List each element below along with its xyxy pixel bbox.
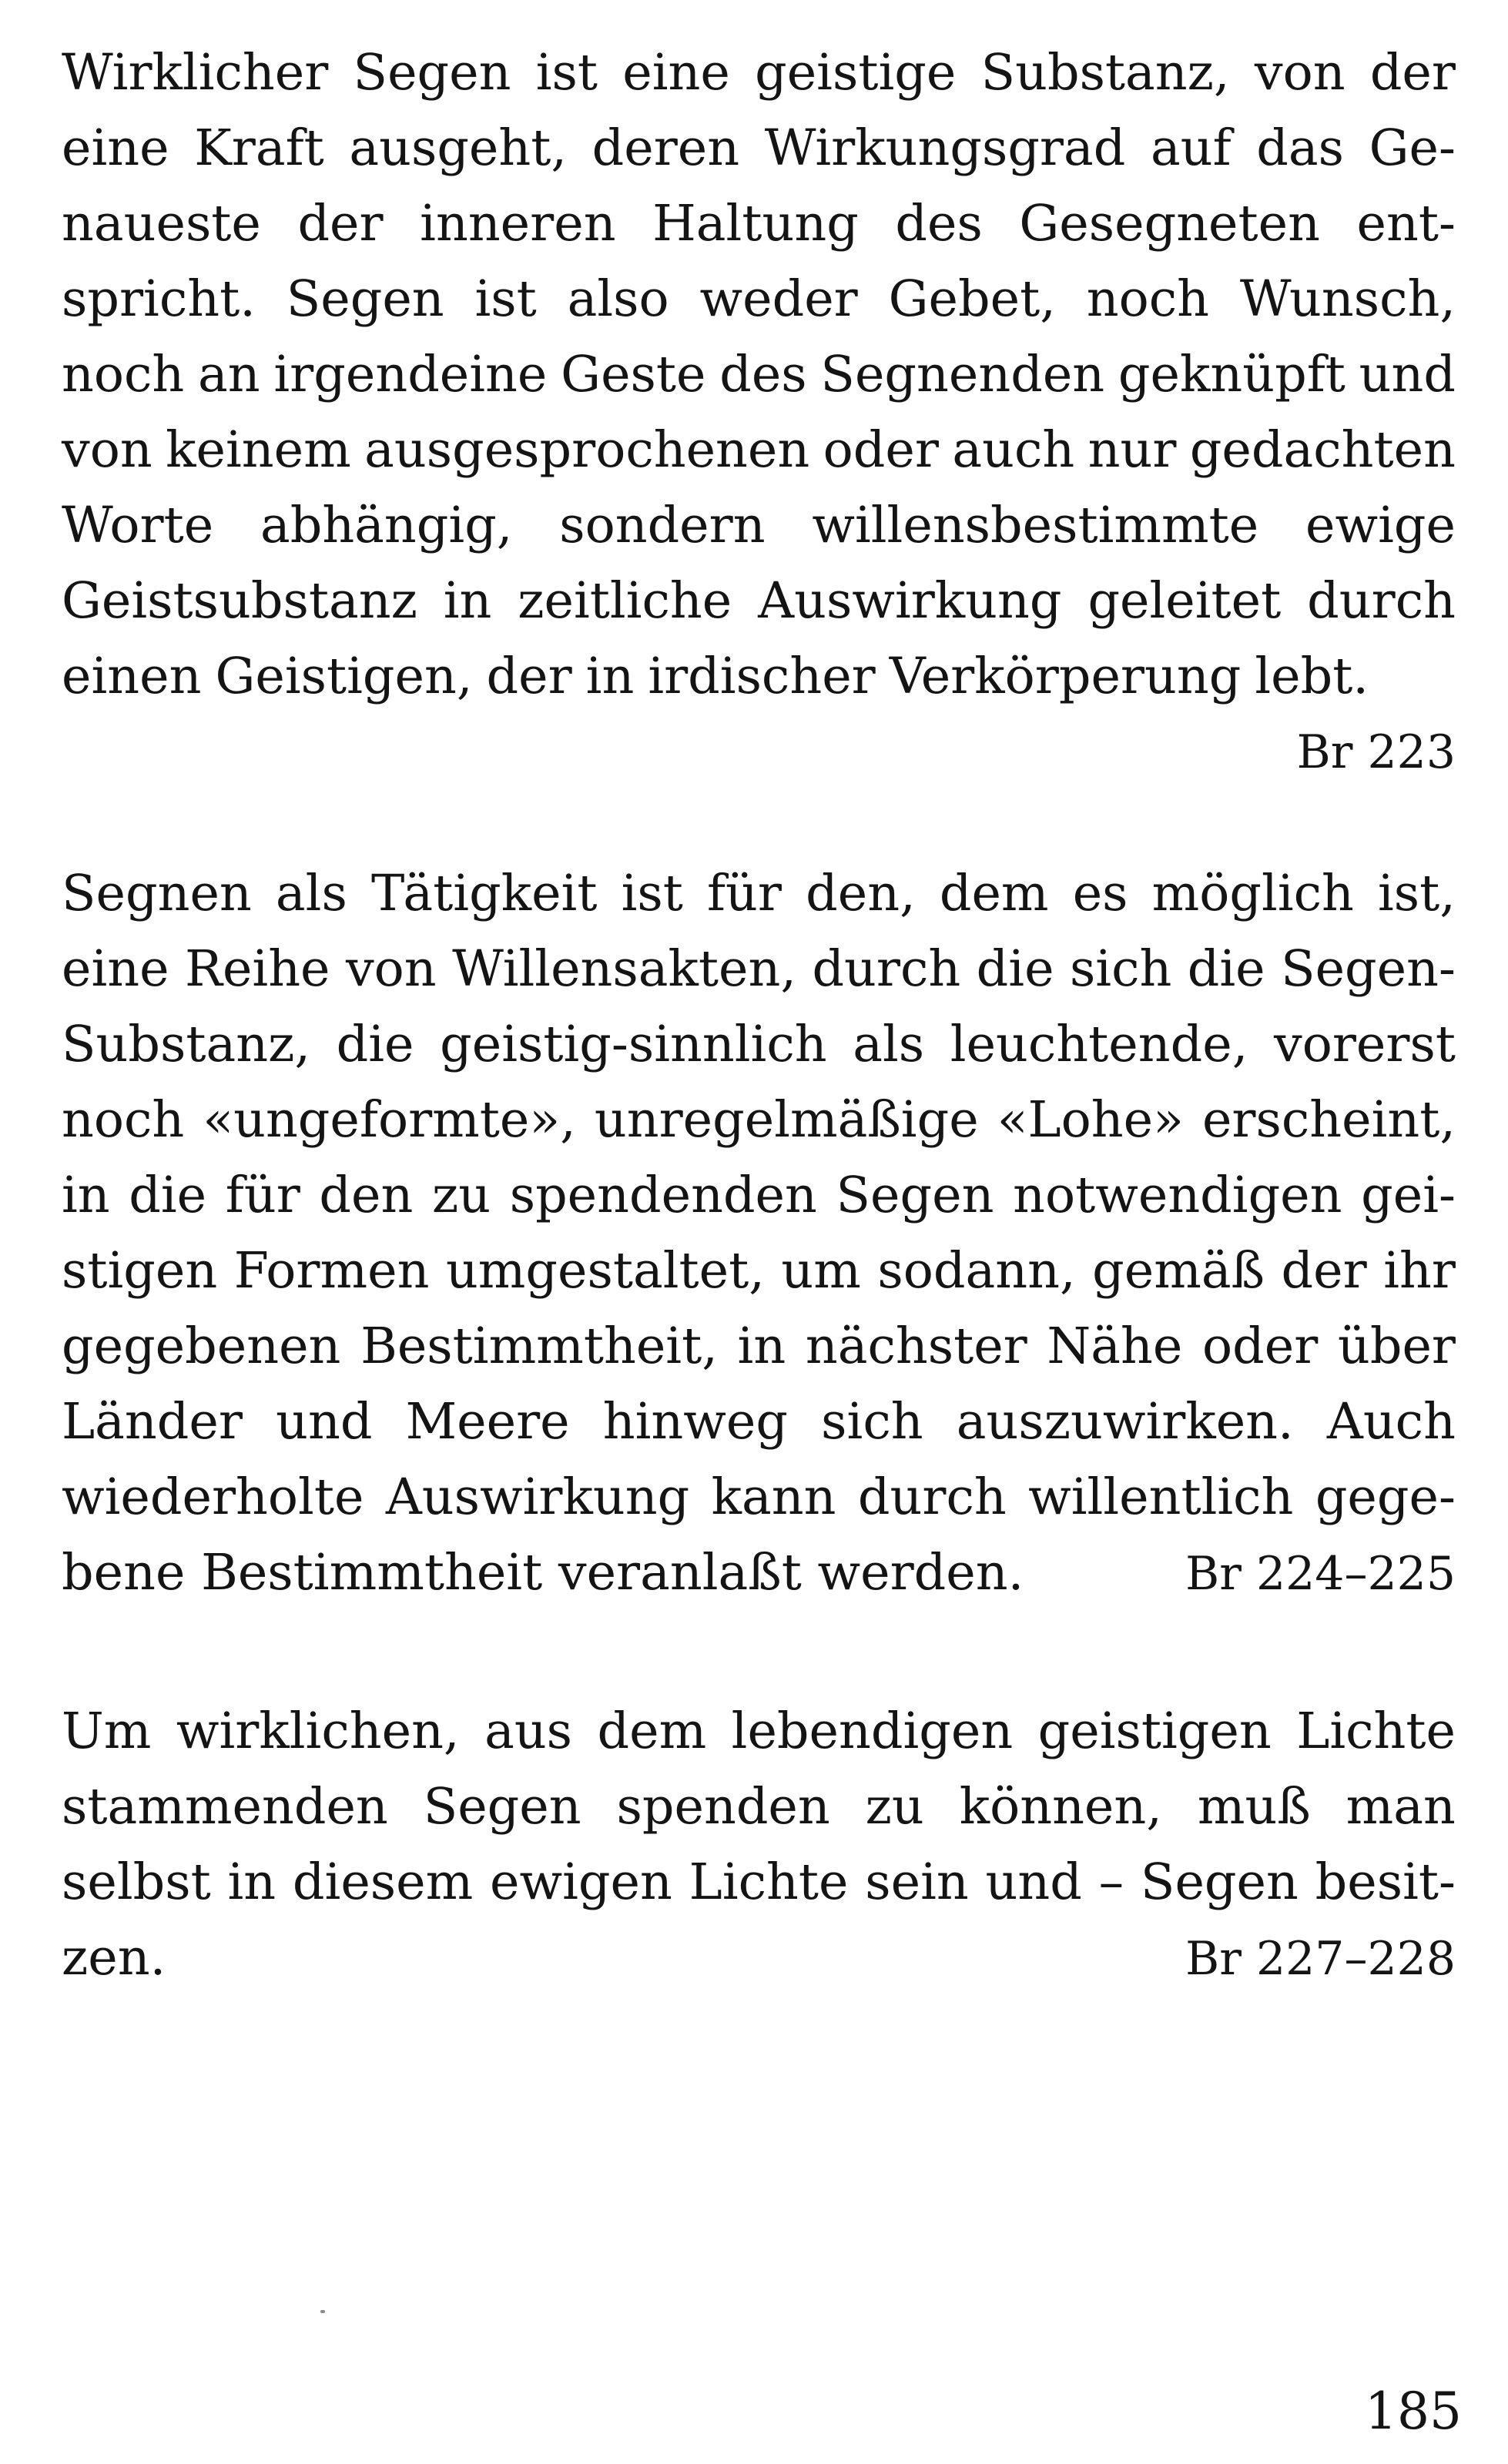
paragraph-2-last-line: bene Bestimmtheit veranlaßt werden. — [62, 1544, 1024, 1602]
paragraph-1-line-9: einen Geistigen, der in irdischer Verkörperung lebt. — [62, 648, 1369, 705]
paragraph-2-line-3: Substanz, die geistig-sinnlich als leuchtende, vorerst — [62, 1016, 1456, 1073]
paragraph-2-line-7: gegebenen Bestimmtheit, in nächster Nähe oder über — [62, 1317, 1456, 1375]
paragraph-2-line-6: stigen Formen umgestaltet, um sodann, gemäß der ihr — [62, 1242, 1456, 1300]
paragraph-2 — [62, 856, 1456, 1611]
paragraph-3-line-2: stammenden Segen spenden zu können, muß man — [62, 1778, 1456, 1836]
paragraph-3-last-line: zen. — [62, 1929, 166, 1987]
paragraph-1 — [62, 35, 1456, 790]
page-number: 185 — [1365, 2382, 1462, 2441]
paragraph-3-line-4 — [62, 1920, 1456, 1996]
paragraph-2-line-10 — [62, 1535, 1456, 1611]
paragraph-2-reference: Br 224–225 — [1185, 1547, 1456, 1601]
paragraph-2-line-4: noch «ungeformte», unregelmäßige «Lohe» erscheint, — [62, 1091, 1456, 1149]
paragraph-1-line-5: noch an irgendeine Geste des Segnenden geknüpft und — [62, 346, 1456, 403]
print-speck — [320, 2310, 325, 2313]
paragraph-1-line-8: Geistsubstanz in zeitliche Auswirkung geleitet durch — [62, 572, 1456, 630]
paragraph-1-line-1: Wirklicher Segen ist eine geistige Substanz, von der — [62, 44, 1456, 102]
paragraph-1-line-3: naueste der inneren Haltung des Gesegneten ent- — [62, 195, 1456, 253]
paragraph-1-line-2: eine Kraft ausgeht, deren Wirkungsgrad auf das Ge- — [62, 119, 1456, 177]
paragraph-1-line-6: von keinem ausgesprochenen oder auch nur gedachten — [62, 421, 1456, 479]
paragraph-3-line-3: selbst in diesem ewigen Lichte sein und – Segen besit- — [62, 1853, 1456, 1911]
paragraph-3 — [62, 1694, 1456, 1996]
paragraph-1-reference: Br 223 — [1296, 725, 1456, 779]
paragraph-1-line-4: spricht. Segen ist also weder Gebet, noch Wunsch, — [62, 270, 1456, 328]
paragraph-1-line-7: Worte abhängig, sondern willensbestimmte ewige — [62, 497, 1456, 554]
paragraph-2-line-5: in die für den zu spendenden Segen notwendigen gei- — [62, 1167, 1456, 1224]
paragraph-2-line-2: eine Reihe von Willensakten, durch die sich die Segen- — [62, 940, 1456, 998]
paragraph-3-reference: Br 227–228 — [1185, 1932, 1456, 1986]
paragraph-2-line-9: wiederholte Auswirkung kann durch willentlich gege- — [62, 1468, 1456, 1526]
paragraph-2-line-1: Segnen als Tätigkeit ist für den, dem es möglich ist, — [62, 865, 1456, 922]
paragraph-2-line-8: Länder und Meere hinweg sich auszuwirken. Auch — [62, 1393, 1456, 1451]
paragraph-3-line-1: Um wirklichen, aus dem lebendigen geistigen Lichte — [62, 1702, 1456, 1760]
